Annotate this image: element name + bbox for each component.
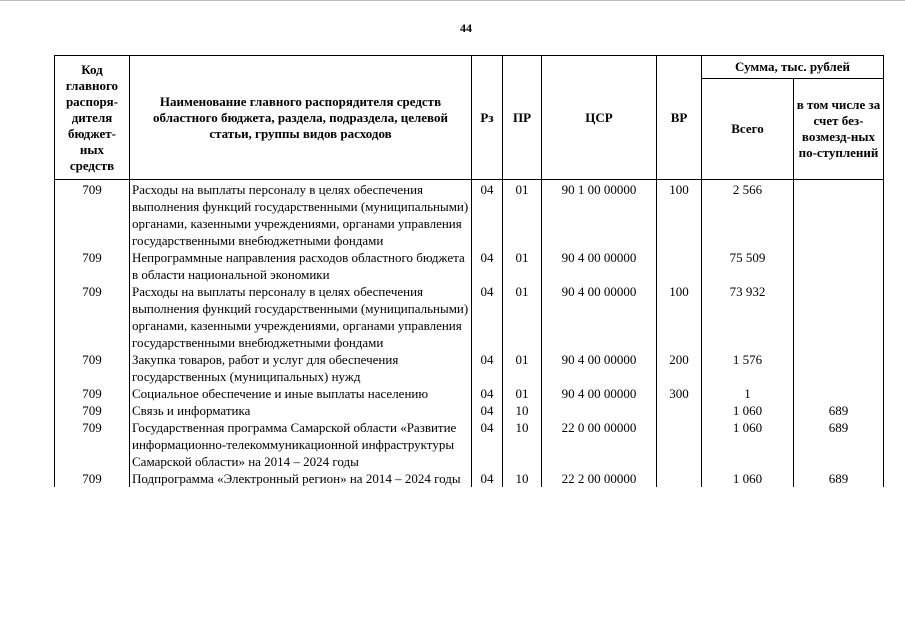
table-row xyxy=(55,385,884,402)
cell-vr xyxy=(657,249,702,283)
cell-csr: 22 2 00 00000 xyxy=(542,470,657,487)
cell-total: 1 xyxy=(702,385,794,402)
table-row xyxy=(55,351,884,385)
header-row-top xyxy=(55,56,884,79)
cell-incl: 689 xyxy=(794,419,884,470)
cell-code: 709 xyxy=(55,470,130,487)
cell-name: Закупка товаров, работ и услуг для обеспечения государственных (муниципальных) нужд xyxy=(130,351,472,385)
table-row xyxy=(55,249,884,283)
cell-rz: 04 xyxy=(472,283,503,351)
cell-rz: 04 xyxy=(472,419,503,470)
cell-rz: 04 xyxy=(472,351,503,385)
cell-pr: 01 xyxy=(503,180,542,250)
header-total: Всего xyxy=(702,79,794,180)
header-incl: в том числе за счет без-возмезд-ных по-ступлений xyxy=(794,79,884,180)
cell-code: 709 xyxy=(55,351,130,385)
header-vr: ВР xyxy=(657,56,702,180)
cell-incl xyxy=(794,351,884,385)
cell-incl xyxy=(794,249,884,283)
cell-vr: 100 xyxy=(657,283,702,351)
cell-incl: 689 xyxy=(794,470,884,487)
cell-pr: 10 xyxy=(503,470,542,487)
cell-pr: 01 xyxy=(503,385,542,402)
cell-incl xyxy=(794,283,884,351)
table-row xyxy=(55,180,884,250)
header-sum-group: Сумма, тыс. рублей xyxy=(702,56,884,79)
cell-pr: 01 xyxy=(503,249,542,283)
cell-incl xyxy=(794,180,884,250)
page-number: 44 xyxy=(460,21,472,35)
cell-vr xyxy=(657,470,702,487)
table-row xyxy=(55,402,884,419)
cell-code: 709 xyxy=(55,180,130,250)
cell-total: 1 576 xyxy=(702,351,794,385)
cell-vr: 100 xyxy=(657,180,702,250)
cell-name: Подпрограмма «Электронный регион» на 2014 – 2024 годы xyxy=(130,470,472,487)
cell-rz: 04 xyxy=(472,470,503,487)
cell-total: 1 060 xyxy=(702,419,794,470)
cell-pr: 01 xyxy=(503,351,542,385)
header-code: Код главного распоря-дителя бюджет-ных средств xyxy=(55,56,130,180)
cell-name: Расходы на выплаты персоналу в целях обеспечения выполнения функций государственными (муниципальными) органами, казенными учреждениями, органами управления государственными внебюджетными фондами xyxy=(130,283,472,351)
cell-vr xyxy=(657,419,702,470)
cell-csr: 90 4 00 00000 xyxy=(542,249,657,283)
cell-csr xyxy=(542,402,657,419)
header-csr: ЦСР xyxy=(542,56,657,180)
table-row xyxy=(55,283,884,351)
cell-code: 709 xyxy=(55,419,130,470)
cell-csr: 90 4 00 00000 xyxy=(542,385,657,402)
cell-name: Непрограммные направления расходов областного бюджета в области национальной экономики xyxy=(130,249,472,283)
cell-rz: 04 xyxy=(472,249,503,283)
cell-rz: 04 xyxy=(472,402,503,419)
cell-vr: 300 xyxy=(657,385,702,402)
cell-csr: 90 1 00 00000 xyxy=(542,180,657,250)
cell-incl: 689 xyxy=(794,402,884,419)
cell-code: 709 xyxy=(55,283,130,351)
cell-pr: 10 xyxy=(503,402,542,419)
budget-table xyxy=(54,55,884,487)
header-name: Наименование главного распорядителя средств областного бюджета, раздела, подраздела, целевой статьи, группы видов расходов xyxy=(130,56,472,180)
cell-name: Связь и информатика xyxy=(130,402,472,419)
cell-total: 2 566 xyxy=(702,180,794,250)
cell-pr: 10 xyxy=(503,419,542,470)
cell-incl xyxy=(794,385,884,402)
cell-code: 709 xyxy=(55,385,130,402)
cell-pr: 01 xyxy=(503,283,542,351)
cell-total: 75 509 xyxy=(702,249,794,283)
cell-name: Социальное обеспечение и иные выплаты населению xyxy=(130,385,472,402)
cell-rz: 04 xyxy=(472,385,503,402)
cell-total: 1 060 xyxy=(702,402,794,419)
table-row xyxy=(55,419,884,470)
header-rz: Рз xyxy=(472,56,503,180)
cell-rz: 04 xyxy=(472,180,503,250)
cell-csr: 22 0 00 00000 xyxy=(542,419,657,470)
cell-csr: 90 4 00 00000 xyxy=(542,283,657,351)
table-row xyxy=(55,470,884,487)
cell-vr xyxy=(657,402,702,419)
cell-total: 73 932 xyxy=(702,283,794,351)
cell-total: 1 060 xyxy=(702,470,794,487)
cell-code: 709 xyxy=(55,402,130,419)
top-rule xyxy=(0,0,905,1)
cell-code: 709 xyxy=(55,249,130,283)
header-pr: ПР xyxy=(503,56,542,180)
cell-name: Расходы на выплаты персоналу в целях обеспечения выполнения функций государственными (муниципальными) органами, казенными учреждениями, органами управления государственными внебюджетными фондами xyxy=(130,180,472,250)
cell-csr: 90 4 00 00000 xyxy=(542,351,657,385)
cell-name: Государственная программа Самарской области «Развитие информационно-телекоммуникационной инфраструктуры Самарской области» на 2014 – 2024 годы xyxy=(130,419,472,470)
cell-vr: 200 xyxy=(657,351,702,385)
